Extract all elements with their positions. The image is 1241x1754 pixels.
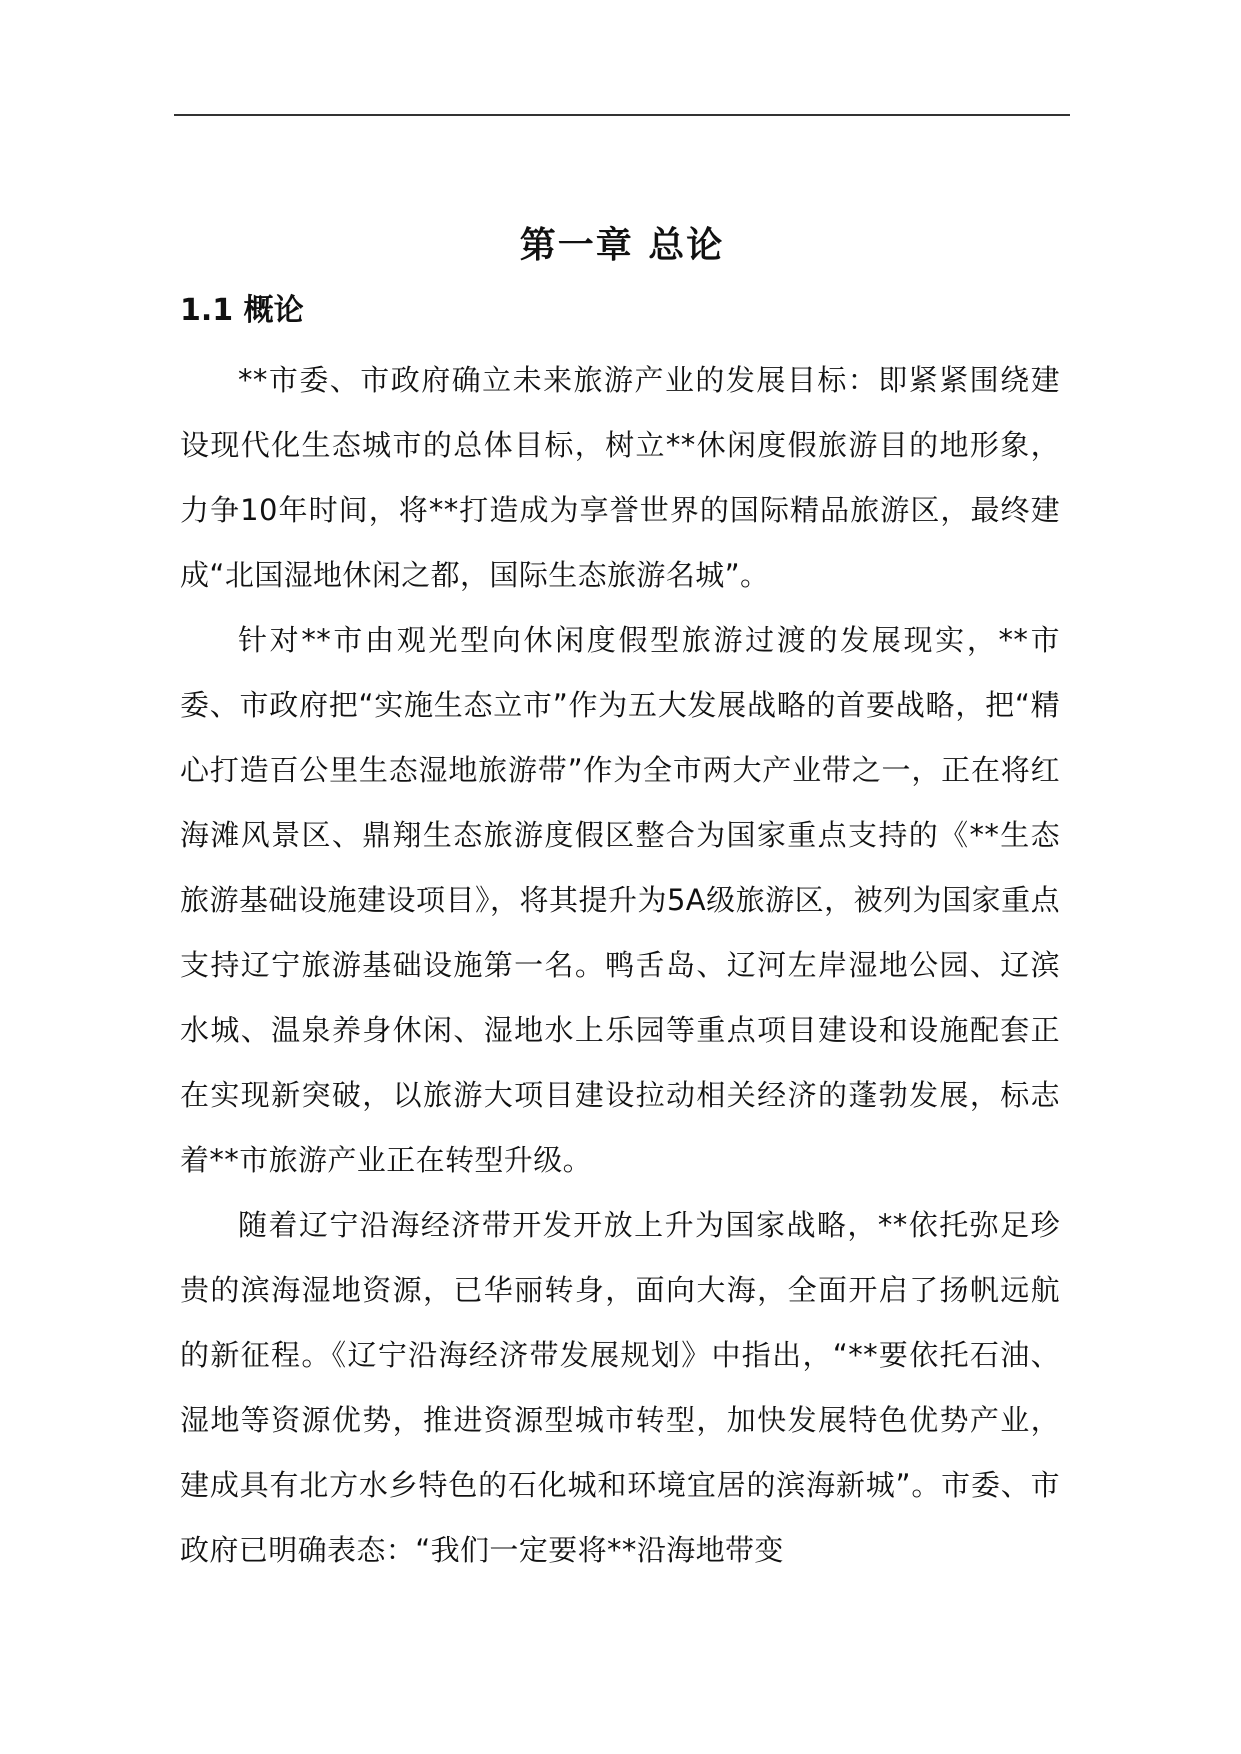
body-text [180, 348, 1060, 1583]
paragraph: 针对**市由观光型向休闲度假型旅游过渡的发展现实，**市委、市政府把“实施生态立市”作为五大发展战略的首要战略，把“精心打造百公里生态湿地旅游带”作为全市两大产业带之一，正在将红海滩风景区、鼎翔生态旅游度假区整合为国家重点支持的《**生态旅游基础设施建设项目》，将其提升为5A级旅游区，被列为国家重点支持辽宁旅游基础设施第一名。鸭舌岛、辽河左岸湿地公园、辽滨水城、温泉养身休闲、湿地水上乐园等重点项目建设和设施配套正在实现新突破，以旅游大项目建设拉动相关经济的蓬勃发展，标志着**市旅游产业正在转型升级。 [180, 623, 1060, 1177]
paragraph: **市委、市政府确立未来旅游产业的发展目标：即紧紧围绕建设现代化生态城市的总体目标，树立**休闲度假旅游目的地形象，力争10年时间，将**打造成为享誉世界的国际精品旅游区，最终建成“北国湿地休闲之都，国际生态旅游名城”。 [180, 363, 1060, 592]
paragraph: 随着辽宁沿海经济带开发开放上升为国家战略，**依托弥足珍贵的滨海湿地资源，已华丽转身，面向大海，全面开启了扬帆远航的新征程。《辽宁沿海经济带发展规划》中指出，“**要依托石油、湿地等资源优势，推进资源型城市转型，加快发展特色优势产业，建成具有北方水乡特色的石化城和环境宜居的滨海新城”。市委、市政府已明确表态：“我们一定要将**沿海地带变 [180, 1208, 1060, 1567]
section-heading: 1.1 概论 [180, 293, 304, 328]
chapter-title: 第一章 总论 [519, 225, 725, 266]
header-rule [174, 114, 1070, 116]
